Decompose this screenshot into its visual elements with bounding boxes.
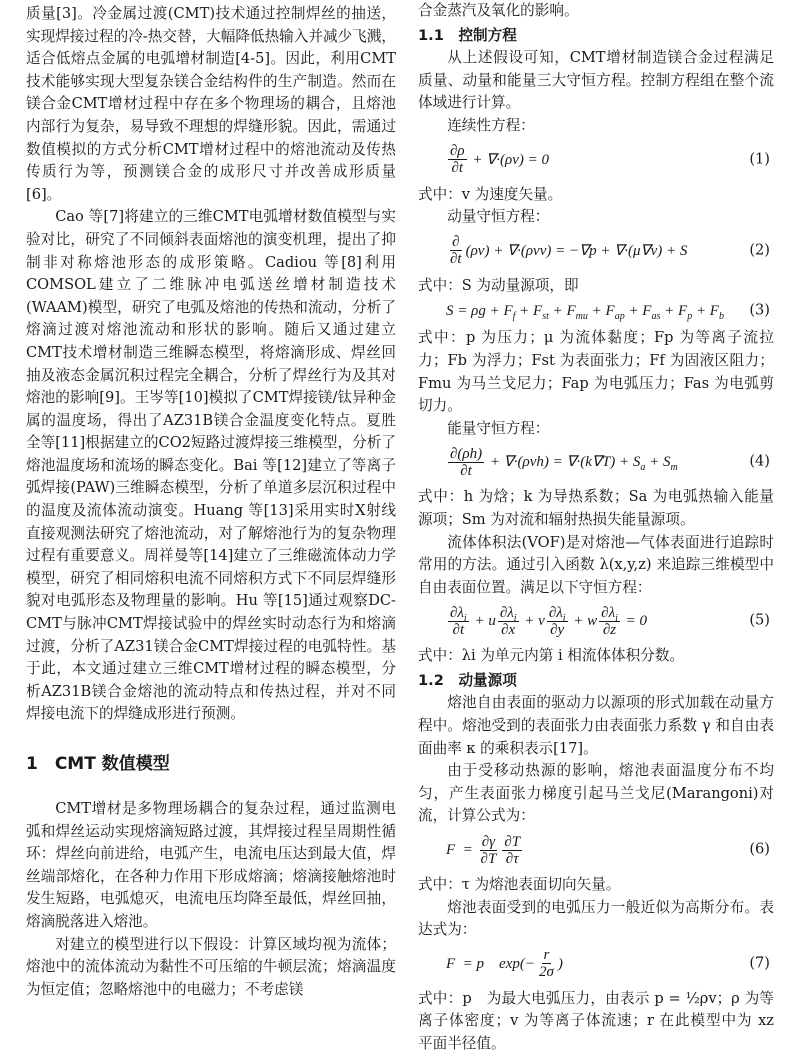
equation-6: F = $\frac{\partial\gamma}{\partial T}$ $\frac{\partial T}{\partial\tau}$ (6) — [446, 833, 770, 867]
equation-4: $\frac{\partial(\rho h)}{\partial t}$ + $\nabla\cdot(\rho vh) = \nabla\cdot(k\nabla T) + S_a + S_m$ (4) — [450, 445, 770, 479]
where-2: 式中：S 为动量源项，即 — [418, 276, 579, 294]
right-column — [418, 0, 774, 1056]
vof-paragraph: 流体体积法(VOF)是对熔池—气体表面进行追踪时常用的方法。通过引入函数 λ(x,y,z) 来追踪三维模型中自由表面位置。满足以下守恒方程： — [418, 533, 774, 596]
where-7: 式中：p 为最大电弧压力，由表示 p = ½ρv；ρ 为等离子体密度；v 为等离子体流速；r 在此模型中为 xz 平面半径值。 — [418, 989, 774, 1052]
section-heading-cmt-model: 1 CMT 数值模型 — [26, 754, 170, 774]
equation-number: (4) — [749, 453, 770, 471]
model-paragraph-1: CMT增材是多物理场耦合的复杂过程，通过监测电弧和焊丝运动实现熔滴短路过渡，其焊接过程呈周期性循环：焊丝向前进给，电弧产生，电流电压达到最大值，焊丝端部熔化，在各种力作用下形成熔滴；熔滴接触熔池时发生短路，电弧熄灭，电流电压均降至最低，焊丝回抽，熔滴脱落进入熔池。 — [26, 800, 396, 930]
equation-7: F = p exp(− $\frac{r}{2\sigma}$ ) (7) — [446, 947, 770, 981]
equation-1: $\frac{\partial\rho}{\partial t}$ + ∇·(ρv) = 0 (1) — [450, 143, 770, 177]
model-paragraph-2: 对建立的模型进行以下假设：计算区域均视为流体；熔池中的流体流动为黏性不可压缩的牛顿层流；熔滴温度为恒定值；忽略熔池中的电磁力；不考虑镁 — [26, 935, 396, 998]
intro-paragraph-2: Cao 等[7]将建立的三维CMT电弧增材数值模型与实验对比，研究了不同倾斜表面熔池的演变机理，提出了抑制非对称熔池形态的成形策略。Cadiou 等[8]利用COMSOL建立了二维脉冲电弧送丝增材制造技术(WAAM)模型，研究了电弧及熔池的传热和流动，分析了熔滴过渡对熔池流动和形状的影响。随后又通过建立CMT技术增材制造三维瞬态模型，将熔滴形成、焊丝回抽及液态金属沉积过程完全耦合，分析了焊丝行为及其对熔池的影响[9]。王岑等[10]模拟了CMT焊接镁/钛异种金属的温度场，得出了AZ31B镁合金温度变化特点。夏胜全等[11]根据建立的CO2短路过渡焊接三维模型，分析了熔池温度场和流场的瞬态变化。Bai 等[12]建立了等离子弧焊接(PAW)三维瞬态模型，分析了单道多层沉积过程中的温度及流体流动演变。Huang 等[13]采用实时X射线直接观测法研究了熔池流动，对了解熔池行为的复杂物理过程有重要意义。周祥曼等[14]建立了三维磁流体动力学模型，研究了相同熔积电流不同熔积方式下不同层焊缝形貌对电弧形态及物理量的影响。Hu 等[15]通过观察DC-CMT与脉冲CMT焊接试验中的焊丝实时动态行为和熔滴过渡，分析了AZ31镁合金CMT焊接过程的电弧特性。基于此，本文通过建立三维CMT增材过程的瞬态模型，分析AZ31B镁合金熔池的流动特点和传热过程，并对不同焊接电流下的焊缝成形进行预测。 — [26, 208, 396, 723]
equation-5: $\frac{\partial\lambda_i}{\partial t}$ + u $\frac{\partial\lambda_i}{\partial x}$ + v $\frac{\partial\lambda_i}{\partial y}$ + w $\frac{\partial\lambda_i}{\partial z}$ = 0 (5) — [450, 604, 770, 638]
equation-number: (2) — [749, 241, 770, 259]
intro-paragraph-1: 质量[3]。冷金属过渡(CMT)技术通过控制焊丝的抽送，实现焊接过程的冷-热交替，大幅降低热输入并减少飞溅，适合低熔点金属的电弧增材制造[4-5]。因此，利用CMT技术能够实现大型复杂镁合金结构件的生产制造。然而在镁合金CMT增材过程中存在多个物理场的耦合，且熔池内部行为复杂，易导致不理想的焊缝形貌。因此，需通过数值模拟的方式分析CMT增材过程中的熔池流动及传热传质行为等，预测镁合金的成形尺寸并改善成形质量[6]。 — [26, 5, 396, 203]
governing-intro: 从上述假设可知，CMT增材制造镁合金过程满足质量、动量和能量三大守恒方程。控制方程组在整个流体域进行计算。 — [418, 49, 774, 112]
subsection-heading-governing-equations: 1.1 控制方程 — [418, 26, 517, 44]
where-1: 式中：v 为速度矢量。 — [418, 185, 563, 203]
equation-2: $\frac{\partial}{\partial t}$ (ρv) + ∇·(ρvv) = −∇p + ∇·(μ∇v) + S (2) — [450, 234, 770, 268]
equation-number: (1) — [749, 150, 770, 168]
continuity-label: 连续性方程： — [447, 116, 535, 134]
where-3: 式中：p 为压力；μ 为流体黏度；Fp 为等离子流拉力；Fb 为浮力；Fst 为表面张力；Ff 为固液区阻力；Fmu 为马兰戈尼力；Fap 为电弧压力；Fas 为电弧剪切力。 — [418, 329, 774, 415]
left-column — [26, 0, 396, 1001]
equation-number: (3) — [749, 302, 770, 320]
arc-pressure-paragraph: 熔池表面受到的电弧压力一般近似为高斯分布。表达式为： — [418, 898, 774, 939]
subsection-heading-momentum-source: 1.2 动量源项 — [418, 671, 517, 689]
momentum-source-paragraph-2: 由于受移动热源的影响，熔池表面温度分布不均匀，产生表面张力梯度引起马兰戈尼(Marangoni)对流，计算公式为： — [418, 762, 774, 825]
where-5: 式中：λi 为单元内第 i 相流体体积分数。 — [418, 647, 685, 665]
equation-number: (7) — [749, 954, 770, 972]
equation-number: (6) — [749, 840, 770, 858]
equation-number: (5) — [749, 611, 770, 629]
where-6: 式中：τ 为熔池表面切向矢量。 — [418, 876, 621, 894]
momentum-source-paragraph-1: 熔池自由表面的驱动力以源项的形式加载在动量方程中。熔池受到的表面张力由表面张力系数 γ 和自由表面曲率 κ 的乘积表示[17]。 — [418, 694, 774, 757]
momentum-label: 动量守恒方程： — [447, 208, 550, 226]
where-4: 式中：h 为焓；k 为导热系数；Sa 为电弧热输入能量源项；Sm 为对流和辐射热损失能量源项。 — [418, 488, 774, 528]
equation-3: $S = \rho g + F_f + F_{st} + F_{mu} + F_{ap} + F_{as} + F_p + F_b$ (3) — [446, 302, 770, 323]
continued-paragraph: 合金蒸汽及氧化的影响。 — [418, 2, 579, 19]
energy-label: 能量守恒方程： — [447, 419, 550, 437]
